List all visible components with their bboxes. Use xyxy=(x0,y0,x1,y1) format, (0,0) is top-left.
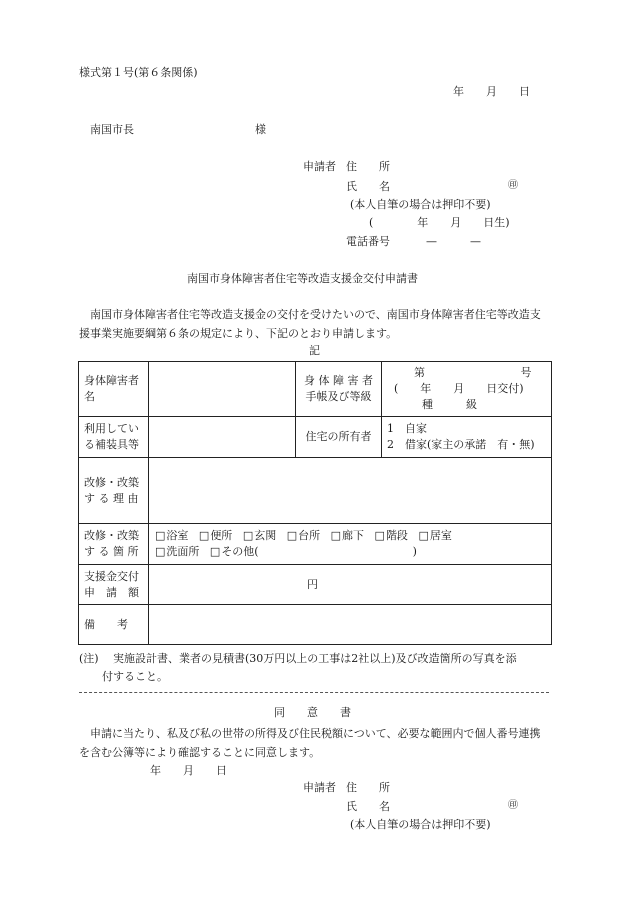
remarks-label: 備 考 xyxy=(79,605,149,645)
table-row xyxy=(79,417,552,458)
renovation-location-label-line1: 改修・改築 xyxy=(84,529,139,542)
house-owner-opt1: 1 自家 xyxy=(387,422,427,435)
consent-text: 申請に当たり、私及び私の世帯の所得及び住民税額について、必要な範囲内で個人番号連携を含む公簿等により確認することに同意します。 xyxy=(79,727,541,759)
note-prefix: (注) xyxy=(79,652,99,665)
applicant-phone-format: — — xyxy=(426,235,481,248)
application-table xyxy=(78,361,552,645)
assistive-device-label xyxy=(79,417,149,458)
renovation-location-options xyxy=(149,524,552,565)
applicant-seal-note: (本人自筆の場合は押印不要) xyxy=(350,198,491,211)
disabled-person-name-field[interactable] xyxy=(149,362,296,417)
applicant-name-label: 氏 名 xyxy=(346,180,390,193)
renovation-location-label-line2: す る 箇 所 xyxy=(84,545,139,558)
consent-seal-note: (本人自筆の場合は押印不要) xyxy=(350,818,491,831)
applicant-address-label: 住 所 xyxy=(346,160,390,173)
note-line1: 実施設計書、業者の見積書(30万円以上の工事は2社以上)及び改造箇所の写真を添 xyxy=(113,652,517,665)
checkbox-other[interactable]: □ その他( ) xyxy=(210,545,417,558)
handbook-grade-line: 種 級 xyxy=(422,398,477,411)
table-row xyxy=(79,362,552,417)
consent-title: 同 意 書 xyxy=(274,706,351,719)
renovation-reason-label xyxy=(79,458,149,524)
applicant-label: 申請者 xyxy=(303,160,336,173)
checkbox-bath[interactable]: □ 浴室 xyxy=(155,529,188,542)
ki-heading: 記 xyxy=(309,344,320,357)
checkbox-stairs[interactable]: □ 階段 xyxy=(375,529,408,542)
dotted-divider xyxy=(79,692,549,693)
date-line: 年 月 日 xyxy=(453,85,530,98)
handbook-issue-line: ( 年 月 日交付) xyxy=(394,382,524,395)
consent-date-line: 年 月 日 xyxy=(150,764,227,777)
checkbox-entrance[interactable]: □ 玄関 xyxy=(243,529,276,542)
handbook-dai: 第 xyxy=(414,366,425,379)
subsidy-amount-label-line2: 申 請 額 xyxy=(84,585,139,599)
checkbox-kitchen[interactable]: □ 台所 xyxy=(287,529,320,542)
body-text: 南国市身体障害者住宅等改造支援金の交付を受けたいので、南国市身体障害者住宅等改造支援事業実施要綱第６条の規定により、下記のとおり申請します。 xyxy=(79,308,541,340)
renovation-reason-field[interactable] xyxy=(149,458,552,524)
addressee-name: 南国市長 xyxy=(90,123,134,136)
assistive-device-label-line1: 利用してい xyxy=(84,422,139,435)
table-row xyxy=(79,524,552,565)
table-row xyxy=(79,565,552,605)
consent-applicant-label: 申請者 xyxy=(303,781,336,794)
handbook-go: 号 xyxy=(520,366,532,379)
handbook-label xyxy=(296,362,382,417)
handbook-label-line1: 身 体 障 害 者 xyxy=(304,374,373,387)
house-owner-opt2: 2 借家(家主の承諾 有・無) xyxy=(387,438,535,451)
checkbox-washroom[interactable]: □ 洗面所 xyxy=(155,545,199,558)
seal-icon: ㊞ xyxy=(508,180,518,191)
checkbox-hallway[interactable]: □ 廊下 xyxy=(331,529,364,542)
applicant-birth-line: ( 年 月 日生) xyxy=(369,216,510,229)
subsidy-amount-field[interactable] xyxy=(149,565,552,605)
subsidy-amount-unit: 円 xyxy=(307,577,318,591)
checkbox-living-room[interactable]: □ 居室 xyxy=(418,529,451,542)
renovation-reason-label-line2: す る 理 由 xyxy=(84,491,139,505)
addressee-honorific: 様 xyxy=(255,123,266,136)
renovation-reason-label-line1: 改修・改築 xyxy=(84,475,139,489)
applicant-phone-label: 電話番号 xyxy=(346,235,390,248)
handbook-label-line2: 手帳及び等級 xyxy=(305,390,372,403)
disabled-person-name-label: 身体障害者名 xyxy=(79,362,149,417)
consent-name-label: 氏 名 xyxy=(346,800,390,813)
assistive-device-field[interactable] xyxy=(149,417,296,458)
table-row xyxy=(79,605,552,645)
subsidy-amount-label-line1: 支援金交付 xyxy=(84,569,139,583)
house-owner-label: 住宅の所有者 xyxy=(296,417,382,458)
note-line2: 付すること。 xyxy=(102,670,168,683)
renovation-location-label xyxy=(79,524,149,565)
document-title: 南国市身体障害者住宅等改造支援金交付申請書 xyxy=(187,272,418,285)
subsidy-amount-label xyxy=(79,565,149,605)
assistive-device-label-line2: る補装具等 xyxy=(84,438,139,451)
form-number: 様式第１号(第６条関係) xyxy=(79,66,198,79)
consent-address-label: 住 所 xyxy=(346,781,390,794)
house-owner-options[interactable] xyxy=(382,417,552,458)
checkbox-toilet[interactable]: □ 便所 xyxy=(199,529,232,542)
table-row xyxy=(79,458,552,524)
handbook-field[interactable] xyxy=(382,362,552,417)
remarks-field[interactable] xyxy=(149,605,552,645)
consent-seal-icon: ㊞ xyxy=(508,800,518,811)
